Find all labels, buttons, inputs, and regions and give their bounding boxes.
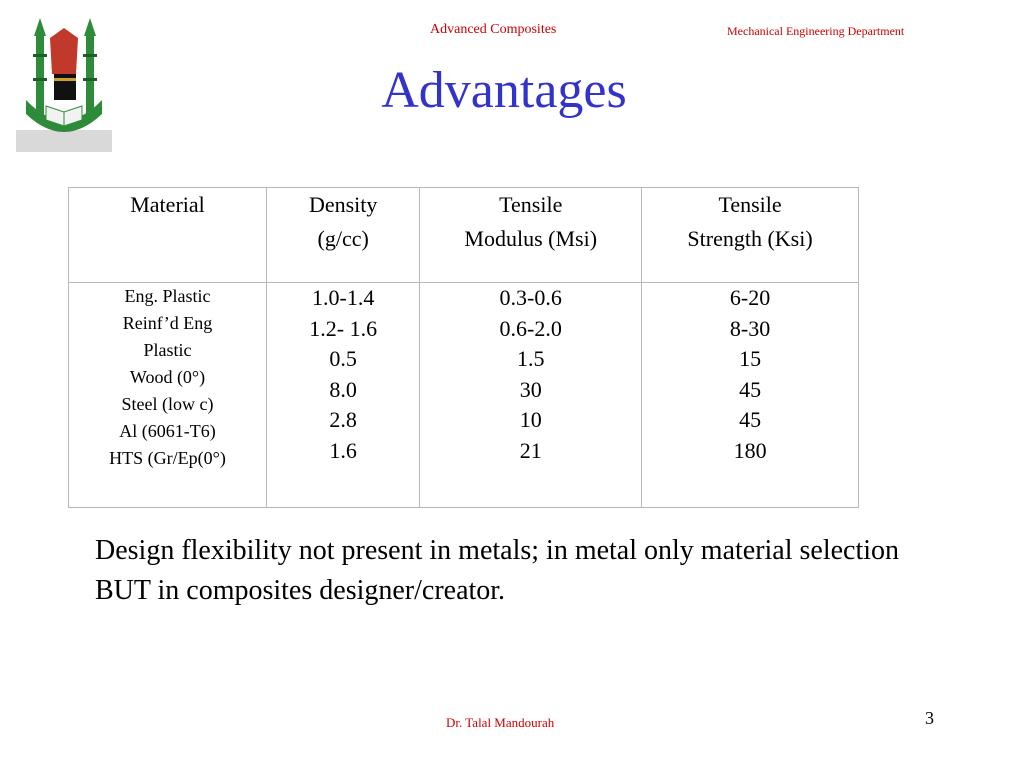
modulus-value: 21 [519, 437, 542, 463]
header-density-line1: Density [308, 192, 378, 217]
strength-value: 180 [733, 437, 767, 463]
density-value: 0.5 [329, 346, 357, 371]
modulus-value: 1.5 [516, 346, 545, 371]
strength-value: 8-30 [729, 315, 771, 341]
header-strength [642, 188, 859, 283]
material-item: Plastic [143, 340, 192, 360]
page-number: 3 [925, 708, 934, 728]
header-modulus-line1: Tensile [499, 192, 563, 217]
modulus-value: 10 [519, 407, 542, 432]
body-paragraph: Design flexibility not present in metals; in metal only material selection BUT in composites designer/creator. [95, 535, 900, 606]
material-item: Steel (low c) [121, 394, 214, 414]
material-properties-table [68, 187, 859, 508]
header-modulus-line2: Modulus (Msi) [464, 226, 598, 251]
header-modulus [420, 188, 642, 283]
table-data-row [69, 283, 859, 508]
strength-value: 45 [739, 407, 762, 432]
modulus-value: 30 [519, 376, 542, 402]
material-item: HTS (Gr/Ep(0°) [109, 448, 226, 468]
strength-value: 15 [739, 346, 762, 371]
department-name: Mechanical Engineering Department [727, 24, 905, 38]
density-value: 2.8 [329, 407, 357, 432]
strength-value: 6-20 [729, 285, 771, 310]
author-name: Dr. Talal Mandourah [446, 715, 555, 730]
modulus-list [420, 283, 642, 508]
modulus-value: 0.3-0.6 [499, 285, 562, 310]
density-value: 1.0-1.4 [312, 285, 375, 310]
material-item: Reinf’d Eng [122, 313, 213, 333]
density-value: 8.0 [329, 376, 357, 402]
density-value: 1.6 [329, 437, 357, 463]
header-strength-line1: Tensile [718, 192, 782, 217]
material-list [69, 283, 267, 508]
strength-list [642, 283, 859, 508]
header-material [69, 188, 267, 283]
density-list [267, 283, 420, 508]
modulus-value: 0.6-2.0 [499, 315, 562, 341]
material-item: Al (6061-T6) [119, 421, 216, 441]
header-strength-line2: Strength (Ksi) [687, 226, 813, 251]
table-header-row [69, 188, 859, 283]
density-value: 1.2- 1.6 [309, 315, 378, 341]
header-density-line2: (g/cc) [317, 226, 369, 251]
material-item: Wood (0°) [129, 367, 206, 387]
material-item: Eng. Plastic [124, 286, 211, 306]
strength-value: 45 [739, 376, 762, 402]
header-material-label: Material [130, 192, 205, 217]
slide-title: Advantages [381, 62, 627, 119]
course-title: Advanced Composites [430, 22, 557, 37]
header-density [267, 188, 420, 283]
